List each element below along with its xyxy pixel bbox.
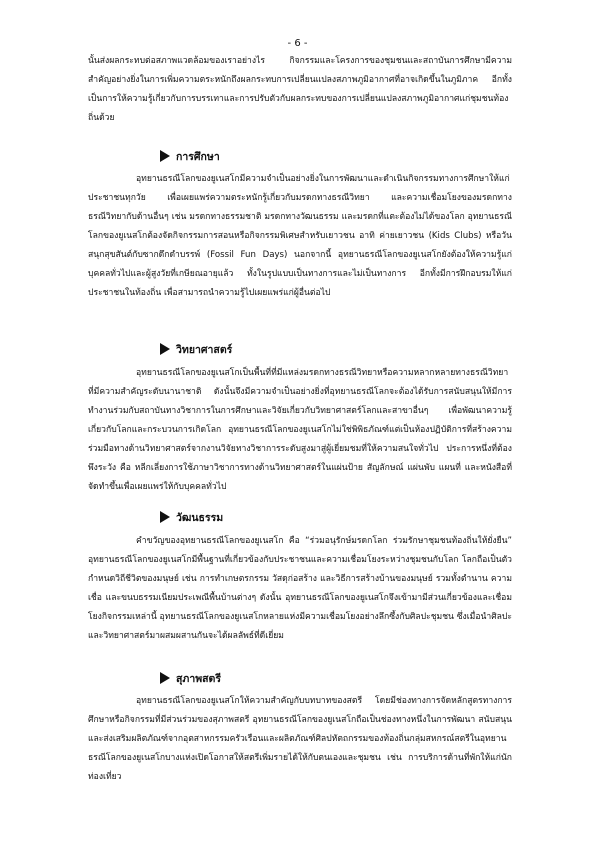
section-heading-science xyxy=(160,340,232,358)
arrow-bullet-icon xyxy=(160,511,170,523)
arrow-bullet-icon xyxy=(160,343,170,355)
section-body-culture xyxy=(88,532,512,672)
section-title: วิทยาศาสตร์ xyxy=(176,343,233,356)
section-heading-culture xyxy=(160,508,223,526)
section-title: การศึกษา xyxy=(176,150,220,163)
arrow-bullet-icon xyxy=(160,672,170,684)
section-body-education xyxy=(88,170,512,328)
section-title: วัฒนธรรม xyxy=(176,511,224,524)
section-title: สุภาพสตรี xyxy=(176,672,222,685)
page-number: - 6 - xyxy=(287,38,308,49)
section-body-women xyxy=(88,692,512,810)
section-paragraph: อุทยานธรณีโลกของยูเนสโกมีความจำเป็นอย่างยิ่งในการพัฒนาและดำเนินกิจกรรมทางการศึกษาให้แก่ประชาชนทุกวัย เพื่อเผยแพร่ความตระหนักรู้เกี่ยวกับมรดกทางธรณีวิทยา และความเชื่อมโยงของมรดกทางธรณีวิทยากับด้านอื่นๆ เช่น มรดกทางธรรมชาติ มรดกทางวัฒนธรรม และมรดกที่แตะต้องไม่ได้ของโลก อุทยานธรณีโลกของยูเนสโกต้องจัดกิจกรรมการสอนหรือกิจกรรมพิเศษสำหรับเยาวชน อาทิ ค่ายเยาวชน (Kids Clubs) หรือวันสนุกสุขสันต์กับซากดึกดำบรรพ์ (Fossil Fun Days) นอกจากนี้ อุทยานธรณีโลกของยูเนสโกยังต้องให้ความรู้แก่บุคคลทั่วไปและผู้สูงวัยที่เกษียณอายุแล้ว ทั้งในรูปแบบเป็นทางการและไม่เป็นทางการ อีกทั้งมีการฝึกอบรมให้แก่ประชาชนในท้องถิ่น เพื่อสามารถนำความรู้ไปเผยแพร่แก่ผู้อื่นต่อไป xyxy=(88,174,512,298)
arrow-bullet-icon xyxy=(160,150,170,162)
section-paragraph: อุทยานธรณีโลกของยูเนสโกให้ความสำคัญกับบทบาทของสตรี โดยมีช่องทางการจัดหลักสูตรทางการศึกษาหรือกิจกรรมที่มีส่วนร่วมของสุภาพสตรี อุทยานธรณีโลกของยูเนสโกถือเป็นช่องทางหนึ่งในการพัฒนา สนับสนุน และส่งเสริมผลิตภัณฑ์จากอุตสาหกรรมครัวเรือนและผลิตภัณฑ์ศิลปหัตถกรรมของท้องถิ่นกลุ่มสหกรณ์สตรีในอุทยานธรณีโลกของยูเนสโกบางแห่งเปิดโอกาสให้สตรีเพิ่มรายได้ให้กับตนเองและชุมชน เช่น การบริการด้านที่พักให้แก่นักท่องเที่ยว xyxy=(88,696,512,782)
section-body-science xyxy=(88,364,512,516)
section-heading-women xyxy=(160,669,221,687)
section-paragraph: อุทยานธรณีโลกของยูเนสโกเป็นพื้นที่ที่มีแหล่งมรดกทางธรณีวิทยาหรือความหลากหลายทางธรณีวิทยาที่มีความสำคัญระดับนานาชาติ ดังนั้นจึงมีความจำเป็นอย่างยิ่งที่อุทยานธรณีโลกจะต้องได้รับการสนับสนุนให้มีการทำงานร่วมกับสถาบันทางวิชาการในการศึกษาและวิจัยเกี่ยวกับวิทยาศาสตร์โลกและสาขาอื่นๆ เพื่อพัฒนาความรู้เกี่ยวกับโลกและกระบวนการเกิดโลก อุทยานธรณีโลกของยูเนสโกไม่ใช่พิพิธภัณฑ์แต่เป็นห้องปฏิบัติการที่สร้างความร่วมมือทางด้านวิทยาศาสตร์จากงานวิจัยทางวิชาการระดับสูงมาสู่ผู้เยี่ยมชมที่ให้ความสนใจทั่วไป ประการหนึ่งที่ต้องพึงระวัง คือ หลีกเลี่ยงการใช้ภาษาวิชาการทางด้านวิทยาศาสตร์ในแผ่นป้าย สัญลักษณ์ แผ่นพับ แผนที่ และหนังสือที่จัดทำขึ้นเพื่อเผยแพร่ให้กับบุคคลทั่วไป xyxy=(88,368,512,492)
intro-paragraph-block xyxy=(88,52,512,134)
intro-paragraph: นั้นส่งผลกระทบต่อสภาพแวดล้อมของเราอย่างไร กิจกรรมและโครงการของชุมชนและสถาบันการศึกษามีความสำคัญอย่างยิ่งในการเพิ่มความตระหนักถึงผลกระทบการเปลี่ยนแปลงสภาพภูมิอากาศที่อาจเกิดขึ้นในภูมิภาค อีกทั้งเป็นการให้ความรู้เกี่ยวกับการบรรเทาและการปรับตัวกับผลกระทบของการเปลี่ยนแปลงสภาพภูมิอากาศแก่ชุมชนท้องถิ่นด้วย xyxy=(88,56,512,123)
section-paragraph: คำขวัญของอุทยานธรณีโลกของยูเนสโก คือ “ร่วมอนุรักษ์มรดกโลก ร่วมรักษาชุมชนท้องถิ่นให้ยั่งยืน” อุทยานธรณีโลกของยูเนสโกมีพื้นฐานที่เกี่ยวข้องกับประชาชนและความเชื่อมโยงระหว่างชุมชนกับโลก โลกถือเป็นตัวกำหนดวิถีชีวิตของมนุษย์ เช่น การทำเกษตรกรรม วัสดุก่อสร้าง และวิธีการสร้างบ้านของมนุษย์ รวมทั้งตำนาน ความเชื่อ และขนบธรรมเนียมประเพณีพื้นบ้านต่างๆ ดังนั้น อุทยานธรณีโลกของยูเนสโกจึงเข้ามามีส่วนเกี่ยวข้องและเชื่อมโยงกิจกรรมเหล่านี้ อุทยานธรณีโลกของยูเนสโกหลายแห่งมีความเชื่อมโยงอย่างลึกซึ้งกับศิลปะชุมชน ซึ่งเมื่อนำศิลปะและวิทยาศาสตร์มาผสมผสานกันจะได้ผลลัพธ์ที่ดีเยี่ยม xyxy=(88,536,512,641)
section-heading-education xyxy=(160,147,220,165)
